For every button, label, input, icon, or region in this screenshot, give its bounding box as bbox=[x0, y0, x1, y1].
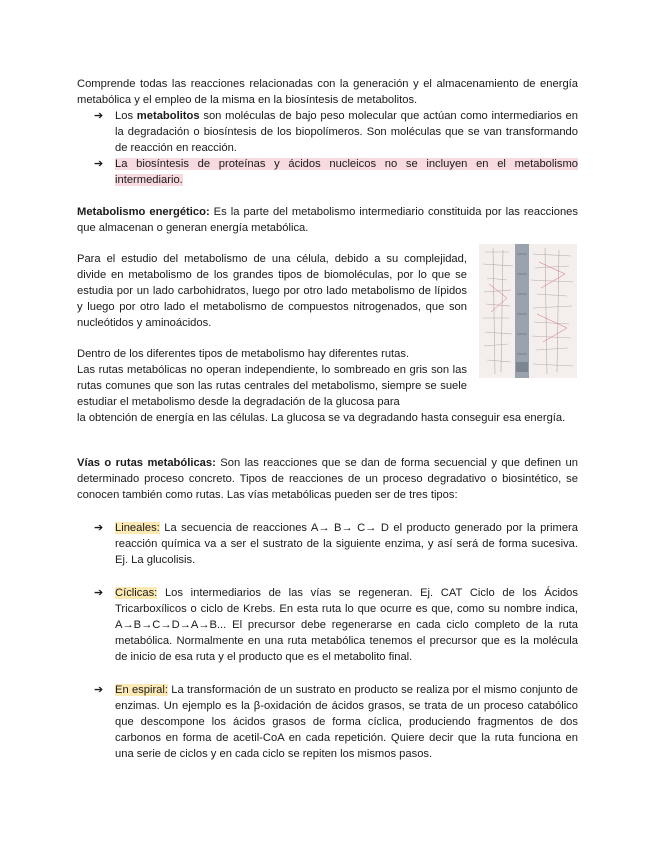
ciclicas-bullet: ➔ Cíclicas: Los intermediarios de las vías se regeneran. Ej. CAT Ciclo de los Ácidos Tricarboxílicos o ciclo de Krebs. En esta ruta lo que ocurre es que, como su nombre indica, A→B→C→D→A→B... El precursor debe regenerarse en cada ciclo completo de la ruta metabólica. Normalmente en una ruta metabólica tenemos el precursor que es la molécula de inicio de esa ruta y el producto que es el metabolito final. bbox=[94, 587, 578, 663]
rutas-intro-line: Dentro de los diferentes tipos de metabolismo hay diferentes rutas. bbox=[77, 348, 410, 360]
espiral-label: En espiral: bbox=[115, 684, 169, 696]
metabolitos-term: metabolitos bbox=[136, 110, 200, 122]
right-arrow-icon: ➔ bbox=[94, 684, 104, 696]
lineales-label: Lineales: bbox=[115, 522, 160, 534]
lineales-bullet: ➔ Lineales: La secuencia de reacciones A→ B→ C→ D el producto generado por la primera reacción química va a ser el sustrato de la siguiente enzima, y así será de forma sucesiva. Ej. La glucolisis. bbox=[94, 522, 578, 566]
rutas-paragraph-end: la obtención de energía en las células. La glucosa se va degradando hasta conseguir esa energía. bbox=[77, 412, 566, 424]
ciclicas-label: Cíclicas: bbox=[115, 587, 158, 599]
right-arrow-icon: ➔ bbox=[94, 587, 104, 599]
metabolic-map-illustration bbox=[479, 244, 577, 378]
vias-title: Vías o rutas metabólicas: bbox=[77, 457, 216, 469]
intro-paragraph: Comprende todas las reacciones relacionadas con la generación y el almacenamiento de energía metabólica y el empleo de la misma en la biosíntesis de metabolitos. bbox=[77, 78, 578, 106]
metabolitos-bullet: ➔ Los metabolitos son moléculas de bajo peso molecular que actúan como intermediarios en la degradación o biosíntesis de los biopolímeros. Son moléculas que se van transformando de reacción en reacción. bbox=[94, 110, 578, 154]
pink-highlighted-text: La biosíntesis de proteínas y ácidos nucleicos no se incluyen en el metabolismo intermediario. bbox=[115, 158, 578, 186]
espiral-bullet: ➔ En espiral: La transformación de un sustrato en producto se realiza por el mismo conjunto de enzimas. Un ejemplo es la β-oxidación de ácidos grasos, se trata de un proceso catabólico que descompone los ácidos grasos de forma cíclica, produciendo fragmentos de dos carbonos en forma de acetil-CoA en cada repetición. Quiere decir que la ruta funciona en una serie de ciclos y en cada ciclo se repiten los mismos pasos. bbox=[94, 684, 579, 760]
vias-paragraph: Vías o rutas metabólicas: Son las reacciones que se dan de forma secuencial y que definen un determinado proceso concreto. Tipos de reacciones de un proceso degradativo o biosintético, se conocen también como rutas. Las vías metabólicas pueden ser de tres tipos: bbox=[77, 457, 578, 501]
biosintesis-bullet bbox=[94, 156, 578, 188]
right-arrow-icon: ➔ bbox=[94, 522, 104, 534]
estudio-paragraph: Para el estudio del metabolismo de una célula, debido a su complejidad, divide en metabolismo de los grandes tipos de biomoléculas, por lo que se estudia por un lado carbohidratos, luego por otro lado metabolismo de lípidos y luego por otro lado el metabolismo de compuestos nitrogenados, que son nucleótidos y aminoácidos. bbox=[77, 253, 467, 329]
metabolismo-energetico-paragraph: Metabolismo energético: Es la parte del metabolismo intermediario constituida por las reacciones que almacenan o generan energía metabólica. bbox=[77, 206, 578, 234]
document-page bbox=[77, 76, 578, 762]
metabolismo-energetico-title: Metabolismo energético: bbox=[77, 206, 210, 218]
right-arrow-icon: ➔ bbox=[94, 110, 104, 122]
right-arrow-icon: ➔ bbox=[94, 158, 104, 170]
rutas-paragraph: Las rutas metabólicas no operan independiente, lo sombreado en gris son las rutas comunes que son las rutas centrales del metabolismo, siempre se suele estudiar el metabolismo desde la degradación de la glucosa para bbox=[77, 364, 467, 408]
metabolic-map-figure bbox=[479, 244, 577, 378]
